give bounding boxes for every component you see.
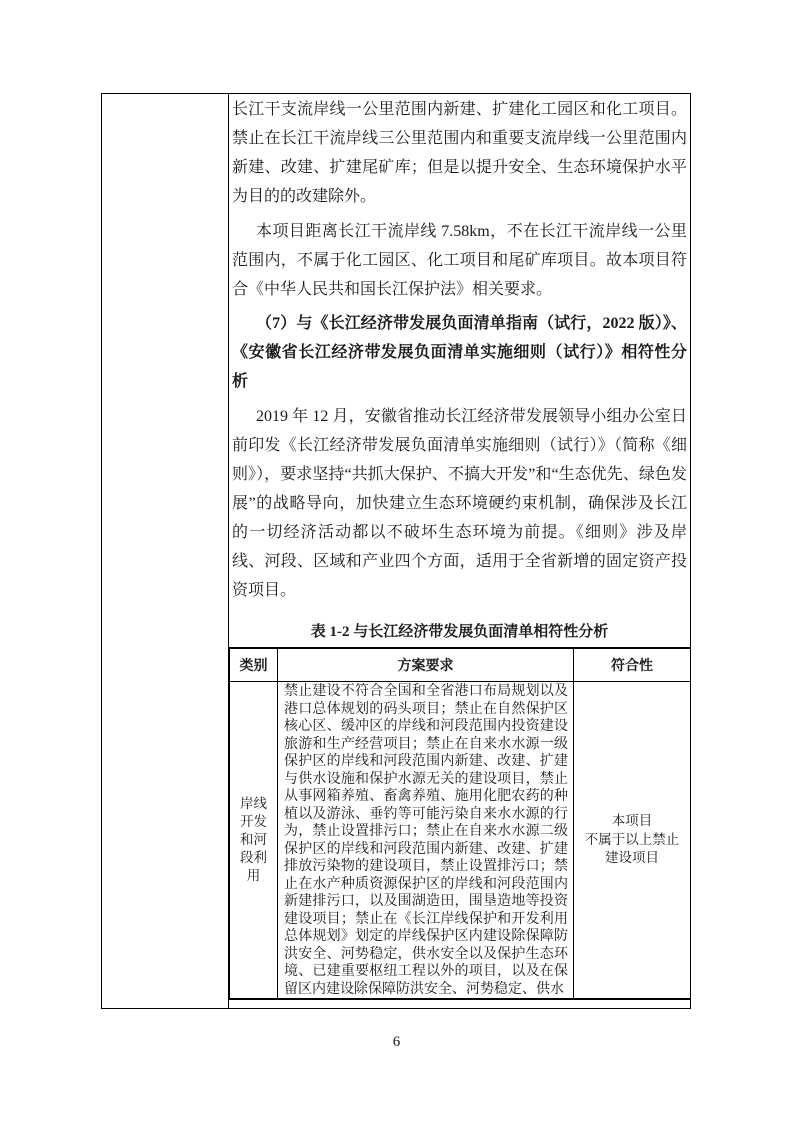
paragraph-project-distance-conclusion: 本项目距离长江干流岸线 7.58km，不在长江干流岸线一公里范围内，不属于化工园区、化工项目和尾矿库项目。故本项目符合《中华人民共和国长江保护法》相关要求。 <box>232 223 687 298</box>
table-1-2-title: 表 1-2 与长江经济带发展负面清单相符性分析 <box>310 624 609 640</box>
section-content-cell <box>229 94 690 1008</box>
header-category: 类别 <box>230 649 278 681</box>
compliance-line-3: 建设项目 <box>605 850 659 866</box>
cell-compliance-result <box>574 682 690 998</box>
compliance-line-1: 本项目 <box>611 813 653 829</box>
page-number: 6 <box>392 1034 401 1050</box>
cell-requirement-text: 禁止建设不符合全国和全省港口布局规划以及港口总体规划的码头项目；禁止在自然保护区核心区、缓冲区的岸线和河段范围内投资建设旅游和生产经营项目；禁止在自来水水源一级保护区的岸线和河段范围内新建、改建、扩建与供水设施和保护水源无关的建设项目，禁止从事网箱养殖、畜禽养殖、施用化肥农药的种植以及游泳、垂钓等可能污染自来水水源的行为，禁止设置排污口；禁止在自来水水源二级保护区的岸线和河段范围内新建、改建、扩建排放污染物的建设项目，禁止设置排污口；禁止在水产种质资源保护区的岸线和河段范围内新建排污口，以及围湖造田，围垦造地等投资建设项目；禁止在《长江岸线保护和开发利用总体规划》划定的岸线保护区内建设除保障防洪安全、河势稳定，供水安全以及保护生态环境、已建重要枢纽工程以外的项目，以及在保留区内建设除保障防洪安全、河势稳定、供水 <box>278 682 574 998</box>
header-compliance: 符合性 <box>611 659 653 674</box>
section-label-cell-empty <box>102 94 229 1008</box>
paragraph-yangtze-banline-restrictions: 长江干支流岸线一公里范围内新建、扩建化工园区和化工项目。禁止在长江干流岸线三公里范围内和重要支流岸线一公里范围内新建、改建、扩建尾矿库；但是以提升安全、生态环境保护水平为目的的改建除外。 <box>232 101 687 205</box>
compliance-table-header-row <box>230 649 690 682</box>
compliance-line-2: 不属于以上禁止 <box>584 831 680 847</box>
document-form-table <box>101 93 691 1009</box>
cell-category-shoreline: 岸线开发和河段利用 <box>230 682 278 998</box>
paragraph-detailed-rules-background: 2019 年 12 月，安徽省推动长江经济带发展领导小组办公室日前印发《长江经济带发展负面清单实施细则（试行）》（简称《细则》），要求坚持“共抓大保护、不搞大开发”和“生态优先、绿色发展”的战略导向，加快建立生态环境硬约束机制，确保涉及长江的一切经济活动都以不破坏生态环境为前提。《细则》涉及岸线、河段、区域和产业四个方面，适用于全省新增的固定资产投资项目。 <box>232 408 687 599</box>
table-row <box>230 682 690 998</box>
compliance-table <box>229 647 690 1000</box>
heading-negative-list-compatibility: （7）与《长江经济带发展负面清单指南（试行，2022 版）》、《安徽省长江经济带发展负面清单实施细则（试行）》相符性分析 <box>232 315 687 390</box>
header-requirement: 方案要求 <box>278 649 574 681</box>
